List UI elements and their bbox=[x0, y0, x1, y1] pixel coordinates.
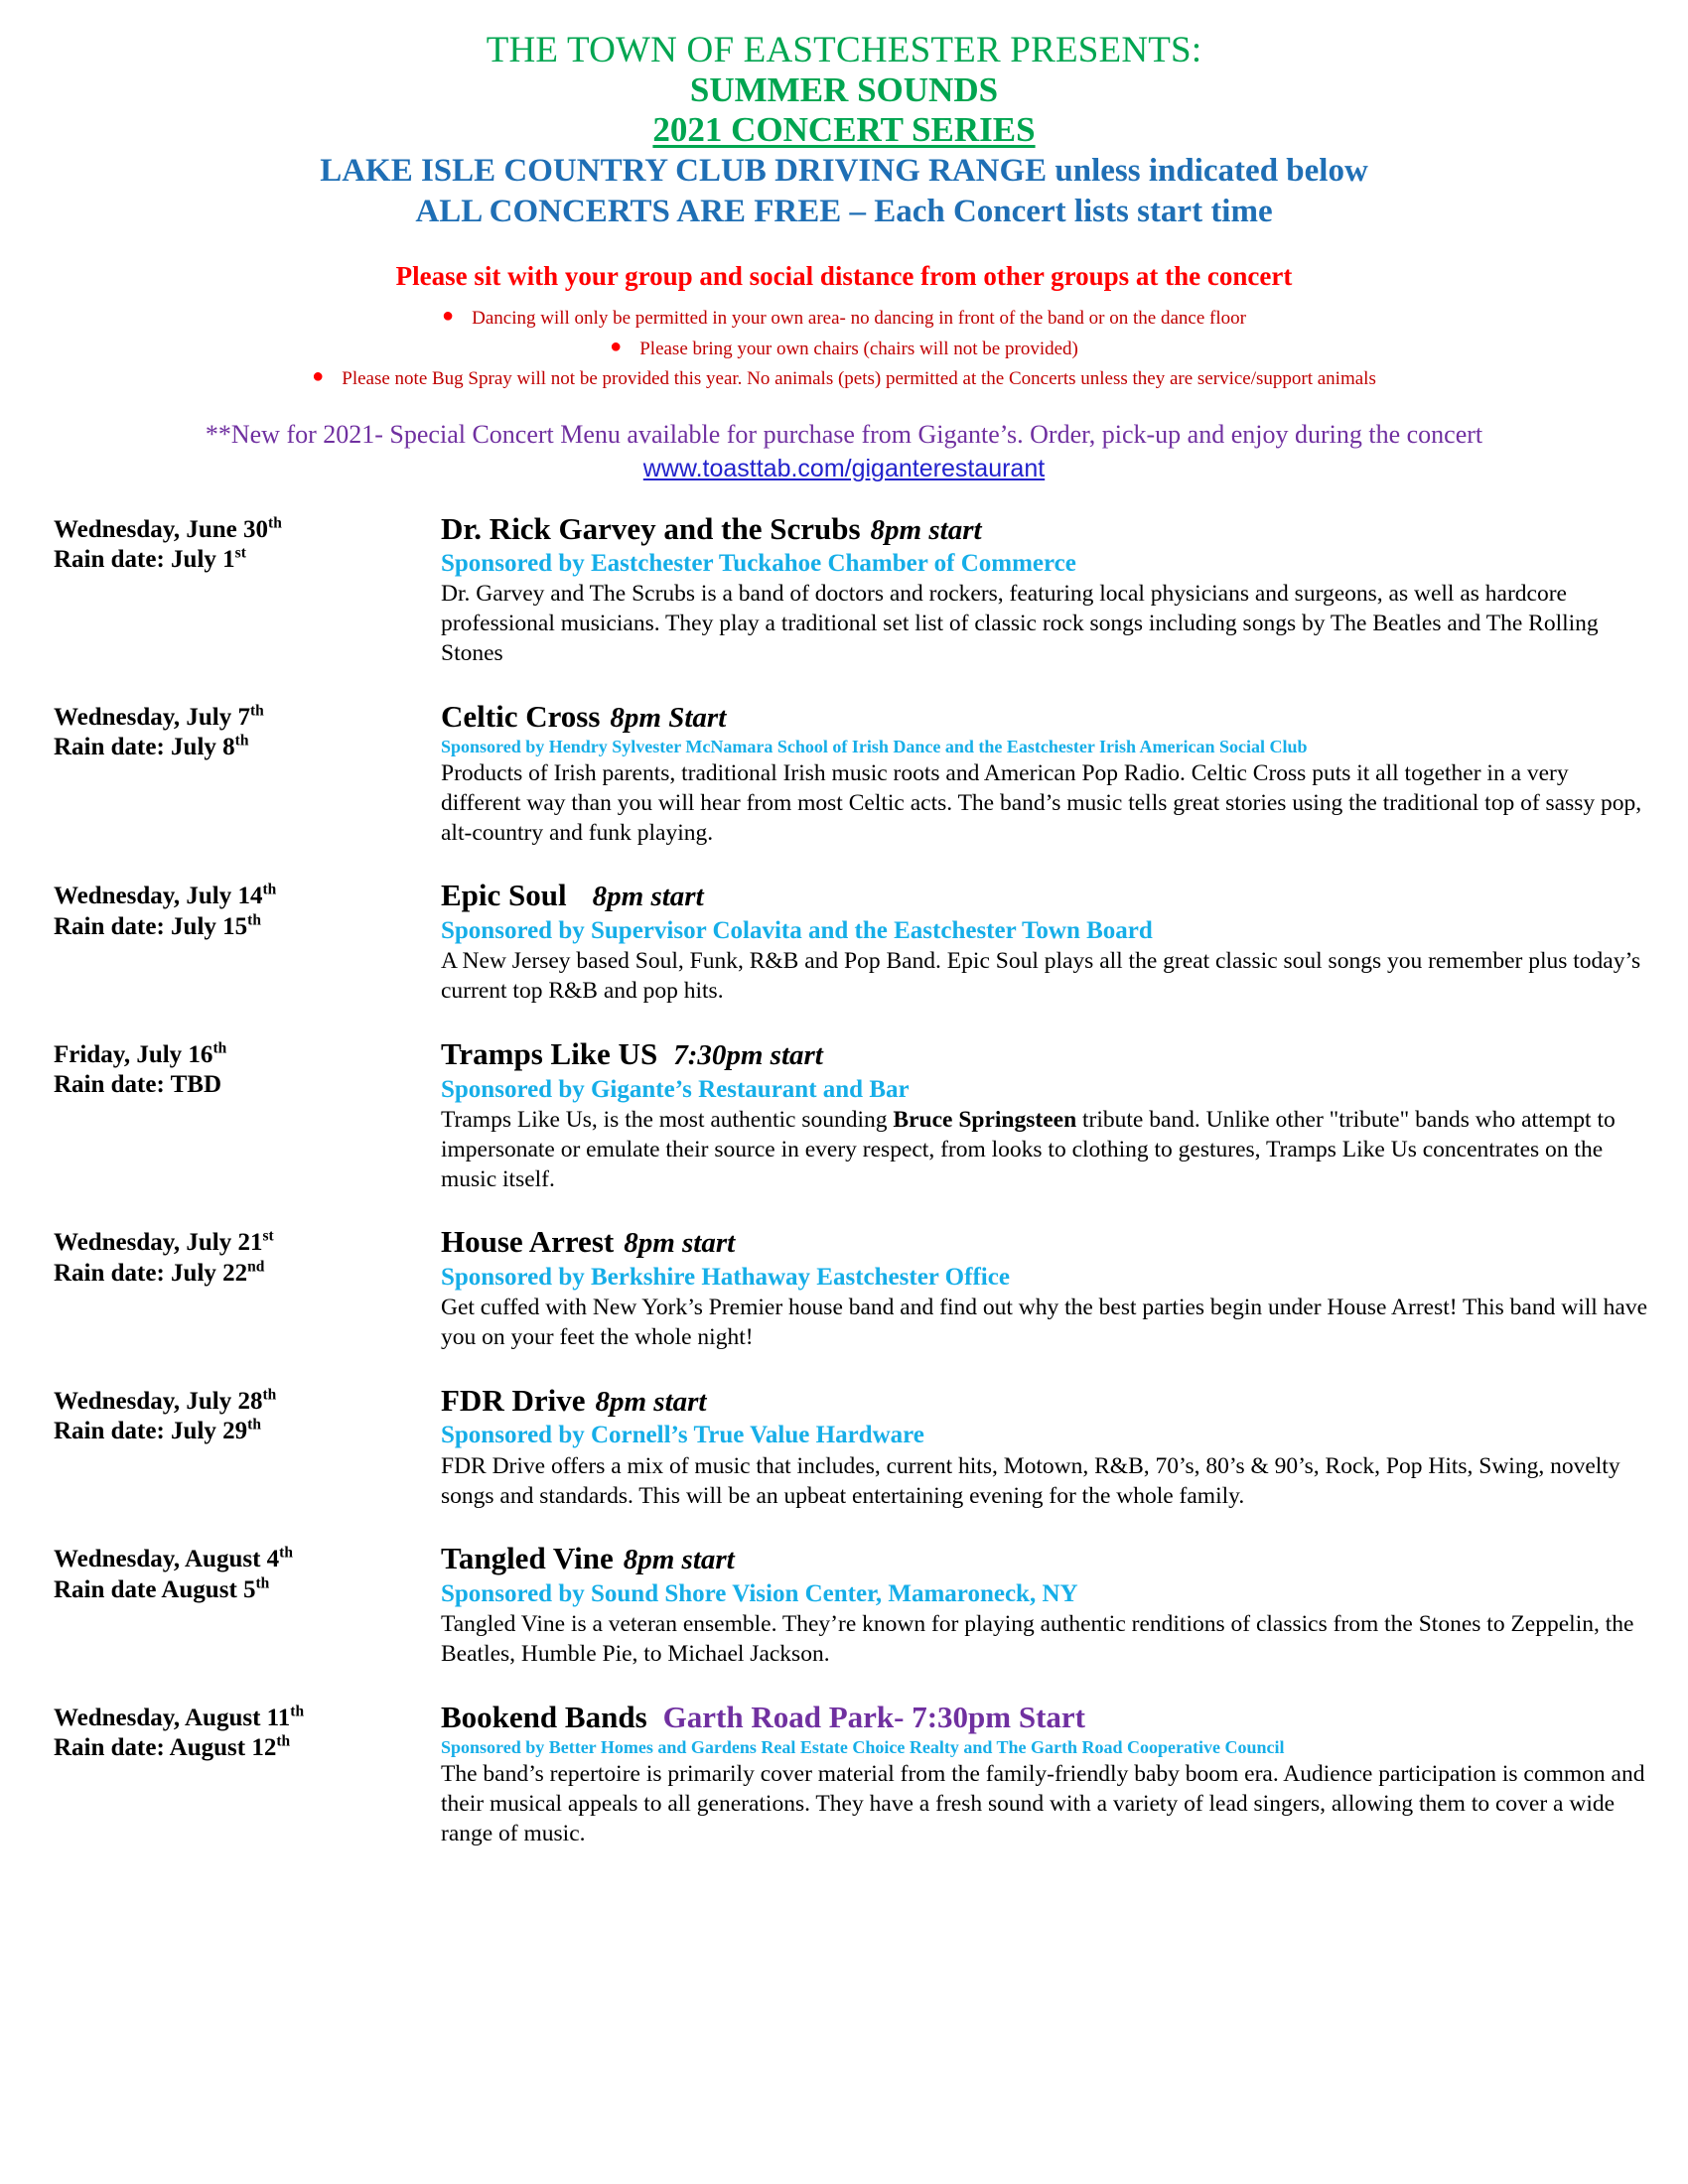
concert-entry bbox=[54, 1224, 1648, 1353]
description-emphasis: Bruce Springsteen bbox=[893, 1106, 1077, 1133]
concert-start-time: 8pm start bbox=[623, 1544, 735, 1576]
concert-dates bbox=[54, 699, 441, 763]
rain-date-ordinal-suffix: th bbox=[276, 1733, 291, 1751]
notice-text: Please note Bug Spray will not be provided this year. No animals (pets) permitted at the Concerts unless they are service/support animals bbox=[342, 368, 1376, 390]
band-name: House Arrest bbox=[441, 1224, 615, 1260]
rain-date: Rain date: July 22nd bbox=[54, 1258, 265, 1287]
rain-date-ordinal-suffix: st bbox=[234, 544, 246, 562]
concert-date: Wednesday, June 30th bbox=[54, 514, 282, 543]
band-name: Dr. Rick Garvey and the Scrubs bbox=[441, 510, 861, 546]
series-name: SUMMER SOUNDS bbox=[689, 70, 999, 110]
concert-description: A New Jersey based Soul, Funk, R&B and Pop Band. Epic Soul plays all the great classic soul songs you remember plus today’s current top R&B and pop hits. bbox=[441, 948, 1641, 1005]
concert-title-line bbox=[441, 1036, 1648, 1073]
concert-dates bbox=[54, 1224, 441, 1289]
concert-dates bbox=[54, 1541, 441, 1605]
concert-date: Wednesday, July 7th bbox=[54, 702, 264, 731]
description-text: tribute band. Unlike other "tribute" bands who attempt to impersonate or emulate their source in every respect, from looks to clothing to gestures, Tramps Like Us concentrates on the music itself. bbox=[441, 1106, 1616, 1192]
concert-details bbox=[441, 511, 1648, 669]
bullet-dot-icon: ● bbox=[610, 335, 623, 357]
date-ordinal-suffix: th bbox=[262, 1386, 277, 1404]
concert-entry bbox=[54, 511, 1648, 669]
concert-entry bbox=[54, 1036, 1648, 1194]
concert-details bbox=[441, 699, 1648, 849]
concert-details bbox=[441, 1383, 1648, 1512]
promo-text: **New for 2021- Special Concert Menu available for purchase from Gigante’s. Order, pick-up and enjoy during the concert bbox=[205, 419, 1483, 449]
concert-dates bbox=[54, 511, 441, 576]
notice-text: Please bring your own chairs (chairs will not be provided) bbox=[639, 338, 1078, 359]
promo-block bbox=[0, 419, 1688, 485]
flyer-header bbox=[0, 0, 1688, 230]
concert-dates bbox=[54, 1383, 441, 1447]
band-name: Tramps Like US bbox=[441, 1035, 658, 1071]
concert-sponsor: Sponsored by Hendry Sylvester McNamara School of Irish Dance and the Eastchester Irish American Social Club bbox=[441, 737, 1308, 757]
date-ordinal-suffix: th bbox=[268, 514, 282, 532]
concert-sponsor: Sponsored by Eastchester Tuckahoe Chamber of Commerce bbox=[441, 550, 1076, 578]
concert-venue-and-time: Garth Road Park- 7:30pm Start bbox=[662, 1699, 1085, 1734]
concert-details bbox=[441, 1541, 1648, 1670]
concert-description: Products of Irish parents, traditional Irish music roots and American Pop Radio. Celtic Cross puts it all together in a very different way than you will hear from most Celtic acts. The band’s music tells great stories using the traditional top of sassy pop, alt-country and funk playing. bbox=[441, 759, 1642, 846]
date-ordinal-suffix: th bbox=[262, 882, 277, 899]
free-line: ALL CONCERTS ARE FREE – Each Concert lists start time bbox=[415, 193, 1273, 229]
description-text: Tramps Like Us, is the most authentic sounding bbox=[441, 1106, 894, 1133]
concert-description: Tangled Vine is a veteran ensemble. They’re known for playing authentic renditions of classics from the Stones to Zeppelin, the Beatles, Humble Pie, to Michael Jackson. bbox=[441, 1611, 1634, 1668]
concert-title-line bbox=[441, 1541, 1648, 1577]
concert-description: Dr. Garvey and The Scrubs is a band of doctors and rockers, featuring local physicians and surgeons, as well as hardcore professional musicians. They play a traditional set list of classic rock songs including songs by The Beatles and The Rolling Stones bbox=[441, 581, 1599, 667]
notice-text: Dancing will only be permitted in your own area- no dancing in front of the band or on the dance floor bbox=[472, 308, 1246, 330]
rain-date-ordinal-suffix: th bbox=[247, 1417, 261, 1434]
bullet-dot-icon: ● bbox=[312, 365, 325, 388]
rain-date: Rain date: July 1st bbox=[54, 544, 246, 573]
concert-start-time: 8pm start bbox=[592, 881, 704, 913]
concert-dates bbox=[54, 1700, 441, 1764]
concert-entry bbox=[54, 878, 1648, 1007]
concert-title-line bbox=[441, 511, 1648, 548]
list-item bbox=[0, 302, 1688, 333]
series-year: 2021 CONCERT SERIES bbox=[652, 109, 1036, 149]
gigante-order-link[interactable]: www.toasttab.com/giganterestaurant bbox=[642, 455, 1046, 483]
concert-dates bbox=[54, 1036, 441, 1101]
band-name: FDR Drive bbox=[441, 1382, 586, 1418]
concert-entry bbox=[54, 1383, 1648, 1512]
series-year-wrap bbox=[0, 110, 1688, 149]
concert-date: Wednesday, July 14th bbox=[54, 882, 277, 910]
rain-date: Rain date: July 29th bbox=[54, 1417, 261, 1445]
concert-list bbox=[0, 511, 1688, 1849]
concert-entry bbox=[54, 1700, 1648, 1849]
concert-date: Wednesday, July 21st bbox=[54, 1228, 274, 1257]
concert-sponsor: Sponsored by Gigante’s Restaurant and Bar bbox=[441, 1075, 910, 1103]
rain-date-ordinal-suffix: th bbox=[255, 1574, 270, 1592]
concert-date: Wednesday, August 4th bbox=[54, 1545, 293, 1573]
concert-dates bbox=[54, 878, 441, 942]
band-name: Epic Soul bbox=[441, 878, 567, 913]
concert-description: The band’s repertoire is primarily cover material from the family-friendly baby boom era. Audience participation is common and their musical appeals to all generations. They have a fresh sound with a variety of lead singers, allowing them to cover a wide range of music. bbox=[441, 1760, 1645, 1846]
concert-sponsor: Sponsored by Berkshire Hathaway Eastchester Office bbox=[441, 1263, 1010, 1291]
concert-title-line bbox=[441, 1224, 1648, 1261]
concert-date: Wednesday, July 28th bbox=[54, 1386, 277, 1415]
concert-description: FDR Drive offers a mix of music that includes, current hits, Motown, R&B, 70’s, 80’s & 90’s, Rock, Pop Hits, Swing, novelty songs and standards. This will be an upbeat entertaining evening for the whole family. bbox=[441, 1452, 1620, 1509]
presents-line: THE TOWN OF EASTCHESTER PRESENTS: bbox=[486, 30, 1202, 70]
concert-start-time: 8pm Start bbox=[610, 701, 727, 734]
concert-details bbox=[441, 1224, 1648, 1353]
concert-description: Get cuffed with New York’s Premier house band and find out why the best parties begin under House Arrest! This band will have you on your feet the whole night! bbox=[441, 1295, 1648, 1351]
date-ordinal-suffix: th bbox=[212, 1039, 227, 1057]
concert-description bbox=[441, 1106, 1648, 1195]
rain-date: Rain date: TBD bbox=[54, 1071, 222, 1099]
notice-bullet-list bbox=[0, 302, 1688, 393]
concert-details bbox=[441, 1700, 1648, 1849]
date-ordinal-suffix: th bbox=[279, 1545, 293, 1563]
bullet-dot-icon: ● bbox=[442, 305, 455, 328]
concert-start-time: 8pm start bbox=[595, 1385, 707, 1418]
rain-date-ordinal-suffix: nd bbox=[247, 1258, 265, 1276]
concert-entry bbox=[54, 1541, 1648, 1670]
concert-sponsor: Sponsored by Sound Shore Vision Center, Mamaroneck, NY bbox=[441, 1579, 1078, 1607]
concert-date: Wednesday, August 11th bbox=[54, 1703, 305, 1731]
concert-title-line bbox=[441, 1700, 1648, 1736]
concert-date: Friday, July 16th bbox=[54, 1039, 227, 1068]
concert-sponsor: Sponsored by Supervisor Colavita and the Eastchester Town Board bbox=[441, 917, 1153, 945]
concert-entry bbox=[54, 699, 1648, 849]
list-item bbox=[0, 362, 1688, 393]
date-ordinal-suffix: th bbox=[290, 1703, 305, 1720]
concert-title-line bbox=[441, 878, 1648, 914]
rain-date: Rain date: July 15th bbox=[54, 911, 261, 940]
list-item bbox=[0, 333, 1688, 363]
band-name: Tangled Vine bbox=[441, 1541, 614, 1576]
venue-line: LAKE ISLE COUNTRY CLUB DRIVING RANGE unless indicated below bbox=[320, 152, 1368, 189]
rain-date: Rain date: July 8th bbox=[54, 733, 249, 761]
concert-start-time: 8pm start bbox=[624, 1227, 736, 1260]
concert-sponsor: Sponsored by Cornell’s True Value Hardware bbox=[441, 1422, 924, 1449]
concert-sponsor: Sponsored by Better Homes and Gardens Real Estate Choice Realty and The Garth Road Cooperative Council bbox=[441, 1737, 1285, 1758]
concert-title-line bbox=[441, 699, 1648, 736]
rain-date: Rain date August 5th bbox=[54, 1574, 270, 1603]
band-name: Celtic Cross bbox=[441, 698, 601, 734]
band-name: Bookend Bands bbox=[441, 1699, 647, 1734]
concert-title-line bbox=[441, 1383, 1648, 1420]
concert-details bbox=[441, 878, 1648, 1007]
rain-date-ordinal-suffix: th bbox=[247, 911, 261, 929]
rain-date-ordinal-suffix: th bbox=[234, 733, 249, 751]
rain-date: Rain date: August 12th bbox=[54, 1733, 291, 1762]
concert-start-time: 7:30pm start bbox=[673, 1038, 823, 1071]
concert-start-time: 8pm start bbox=[870, 513, 982, 546]
social-distance-headline: Please sit with your group and social distance from other groups at the concert bbox=[395, 260, 1293, 291]
date-ordinal-suffix: st bbox=[262, 1228, 274, 1246]
date-ordinal-suffix: th bbox=[249, 702, 264, 720]
concert-details bbox=[441, 1036, 1648, 1194]
